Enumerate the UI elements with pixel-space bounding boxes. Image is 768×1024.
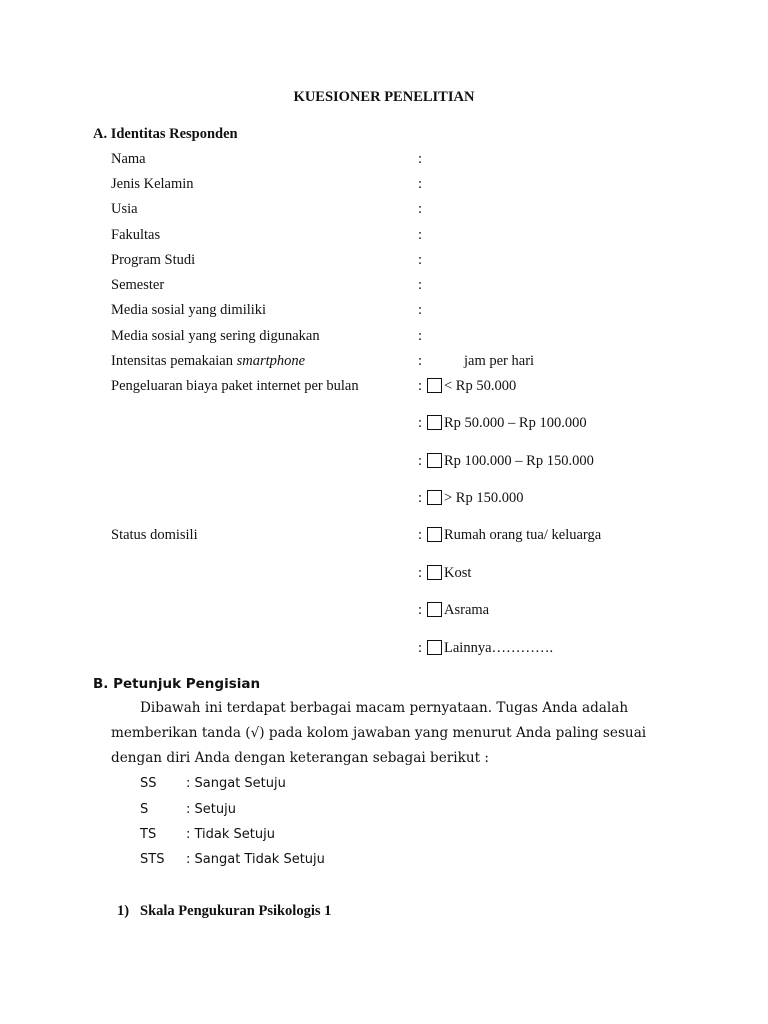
- field-label-nama: Nama: [111, 151, 146, 167]
- field-colon: :: [418, 176, 423, 192]
- instruction-paragraph: Dibawah ini terdapat berbagai macam pernyataan. Tugas Anda adalah memberikan tanda (√) pada kolom jawaban yang menurut Anda paling sesuai dengan diri Anda dengan keterangan sebagai berikut :: [111, 700, 647, 766]
- checkbox-domisili-option-3[interactable]: [427, 602, 442, 617]
- legend-abbr-ts: TS: [140, 827, 157, 842]
- domisili-option-3-label: Asrama: [444, 602, 490, 618]
- checkbox-domisili-option-1[interactable]: [427, 527, 442, 542]
- legend-abbr-s: S: [140, 802, 149, 817]
- field-colon: :: [418, 490, 423, 506]
- checkbox-internet-option-3[interactable]: [427, 453, 442, 468]
- field-label-fakultas: Fakultas: [111, 227, 161, 243]
- page-title: KUESIONER PENELITIAN: [293, 89, 475, 105]
- field-colon: :: [418, 602, 423, 618]
- intensitas-label-prefix: Intensitas pemakaian: [111, 353, 237, 369]
- legend-desc-ts: : Tidak Setuju: [186, 827, 275, 842]
- field-colon: :: [418, 277, 423, 293]
- internet-option-1-label: < Rp 50.000: [444, 378, 517, 394]
- domisili-option-4-label: Lainnya………….: [444, 640, 554, 656]
- internet-option-4-label: > Rp 150.000: [444, 490, 524, 506]
- field-colon: :: [418, 302, 423, 318]
- legend-abbr-sts: STS: [140, 852, 165, 867]
- legend-desc-ss: : Sangat Setuju: [186, 776, 286, 791]
- domisili-option-1-label: Rumah orang tua/ keluarga: [444, 527, 602, 543]
- subsection-title: Skala Pengukuran Psikologis 1: [140, 903, 332, 919]
- checkbox-internet-option-1[interactable]: [427, 378, 442, 393]
- field-colon: :: [418, 415, 423, 431]
- subsection-number: 1): [117, 903, 130, 919]
- legend-abbr-ss: SS: [140, 776, 157, 791]
- field-label-semester: Semester: [111, 277, 165, 293]
- legend-desc-s: : Setuju: [186, 802, 236, 817]
- field-colon: :: [418, 378, 423, 394]
- section-b-heading: B. Petunjuk Pengisian: [93, 676, 261, 692]
- field-colon: :: [418, 527, 423, 543]
- field-label-usia: Usia: [111, 201, 138, 217]
- legend-desc-sts: : Sangat Tidak Setuju: [186, 852, 325, 867]
- field-colon: :: [418, 640, 423, 656]
- internet-option-2-label: Rp 50.000 – Rp 100.000: [444, 415, 587, 431]
- field-colon: :: [418, 151, 423, 167]
- domisili-option-2-label: Kost: [444, 565, 472, 581]
- field-colon: :: [418, 252, 423, 268]
- internet-option-3-label: Rp 100.000 – Rp 150.000: [444, 453, 594, 469]
- field-colon: :: [418, 453, 423, 469]
- field-colon: :: [418, 353, 423, 369]
- checkbox-internet-option-4[interactable]: [427, 490, 442, 505]
- checkbox-internet-option-2[interactable]: [427, 415, 442, 430]
- field-colon: :: [418, 328, 423, 344]
- field-label-pengeluaran-internet: Pengeluaran biaya paket internet per bulan: [111, 378, 359, 394]
- field-label-program-studi: Program Studi: [111, 252, 196, 268]
- field-colon: :: [418, 565, 423, 581]
- checkbox-domisili-option-4[interactable]: [427, 640, 442, 655]
- field-label-status-domisili: Status domisili: [111, 527, 198, 543]
- field-label-jenis-kelamin: Jenis Kelamin: [111, 176, 194, 192]
- field-label-media-sosial-digunakan: Media sosial yang sering digunakan: [111, 328, 320, 344]
- section-a-heading: A. Identitas Responden: [93, 126, 238, 142]
- checkbox-domisili-option-2[interactable]: [427, 565, 442, 580]
- intensitas-label-italic: smartphone: [236, 353, 306, 369]
- field-label-intensitas: [111, 352, 305, 370]
- field-label-media-sosial-dimiliki: Media sosial yang dimiliki: [111, 302, 267, 318]
- intensitas-unit: jam per hari: [464, 353, 535, 369]
- field-colon: :: [418, 201, 423, 217]
- field-colon: :: [418, 227, 423, 243]
